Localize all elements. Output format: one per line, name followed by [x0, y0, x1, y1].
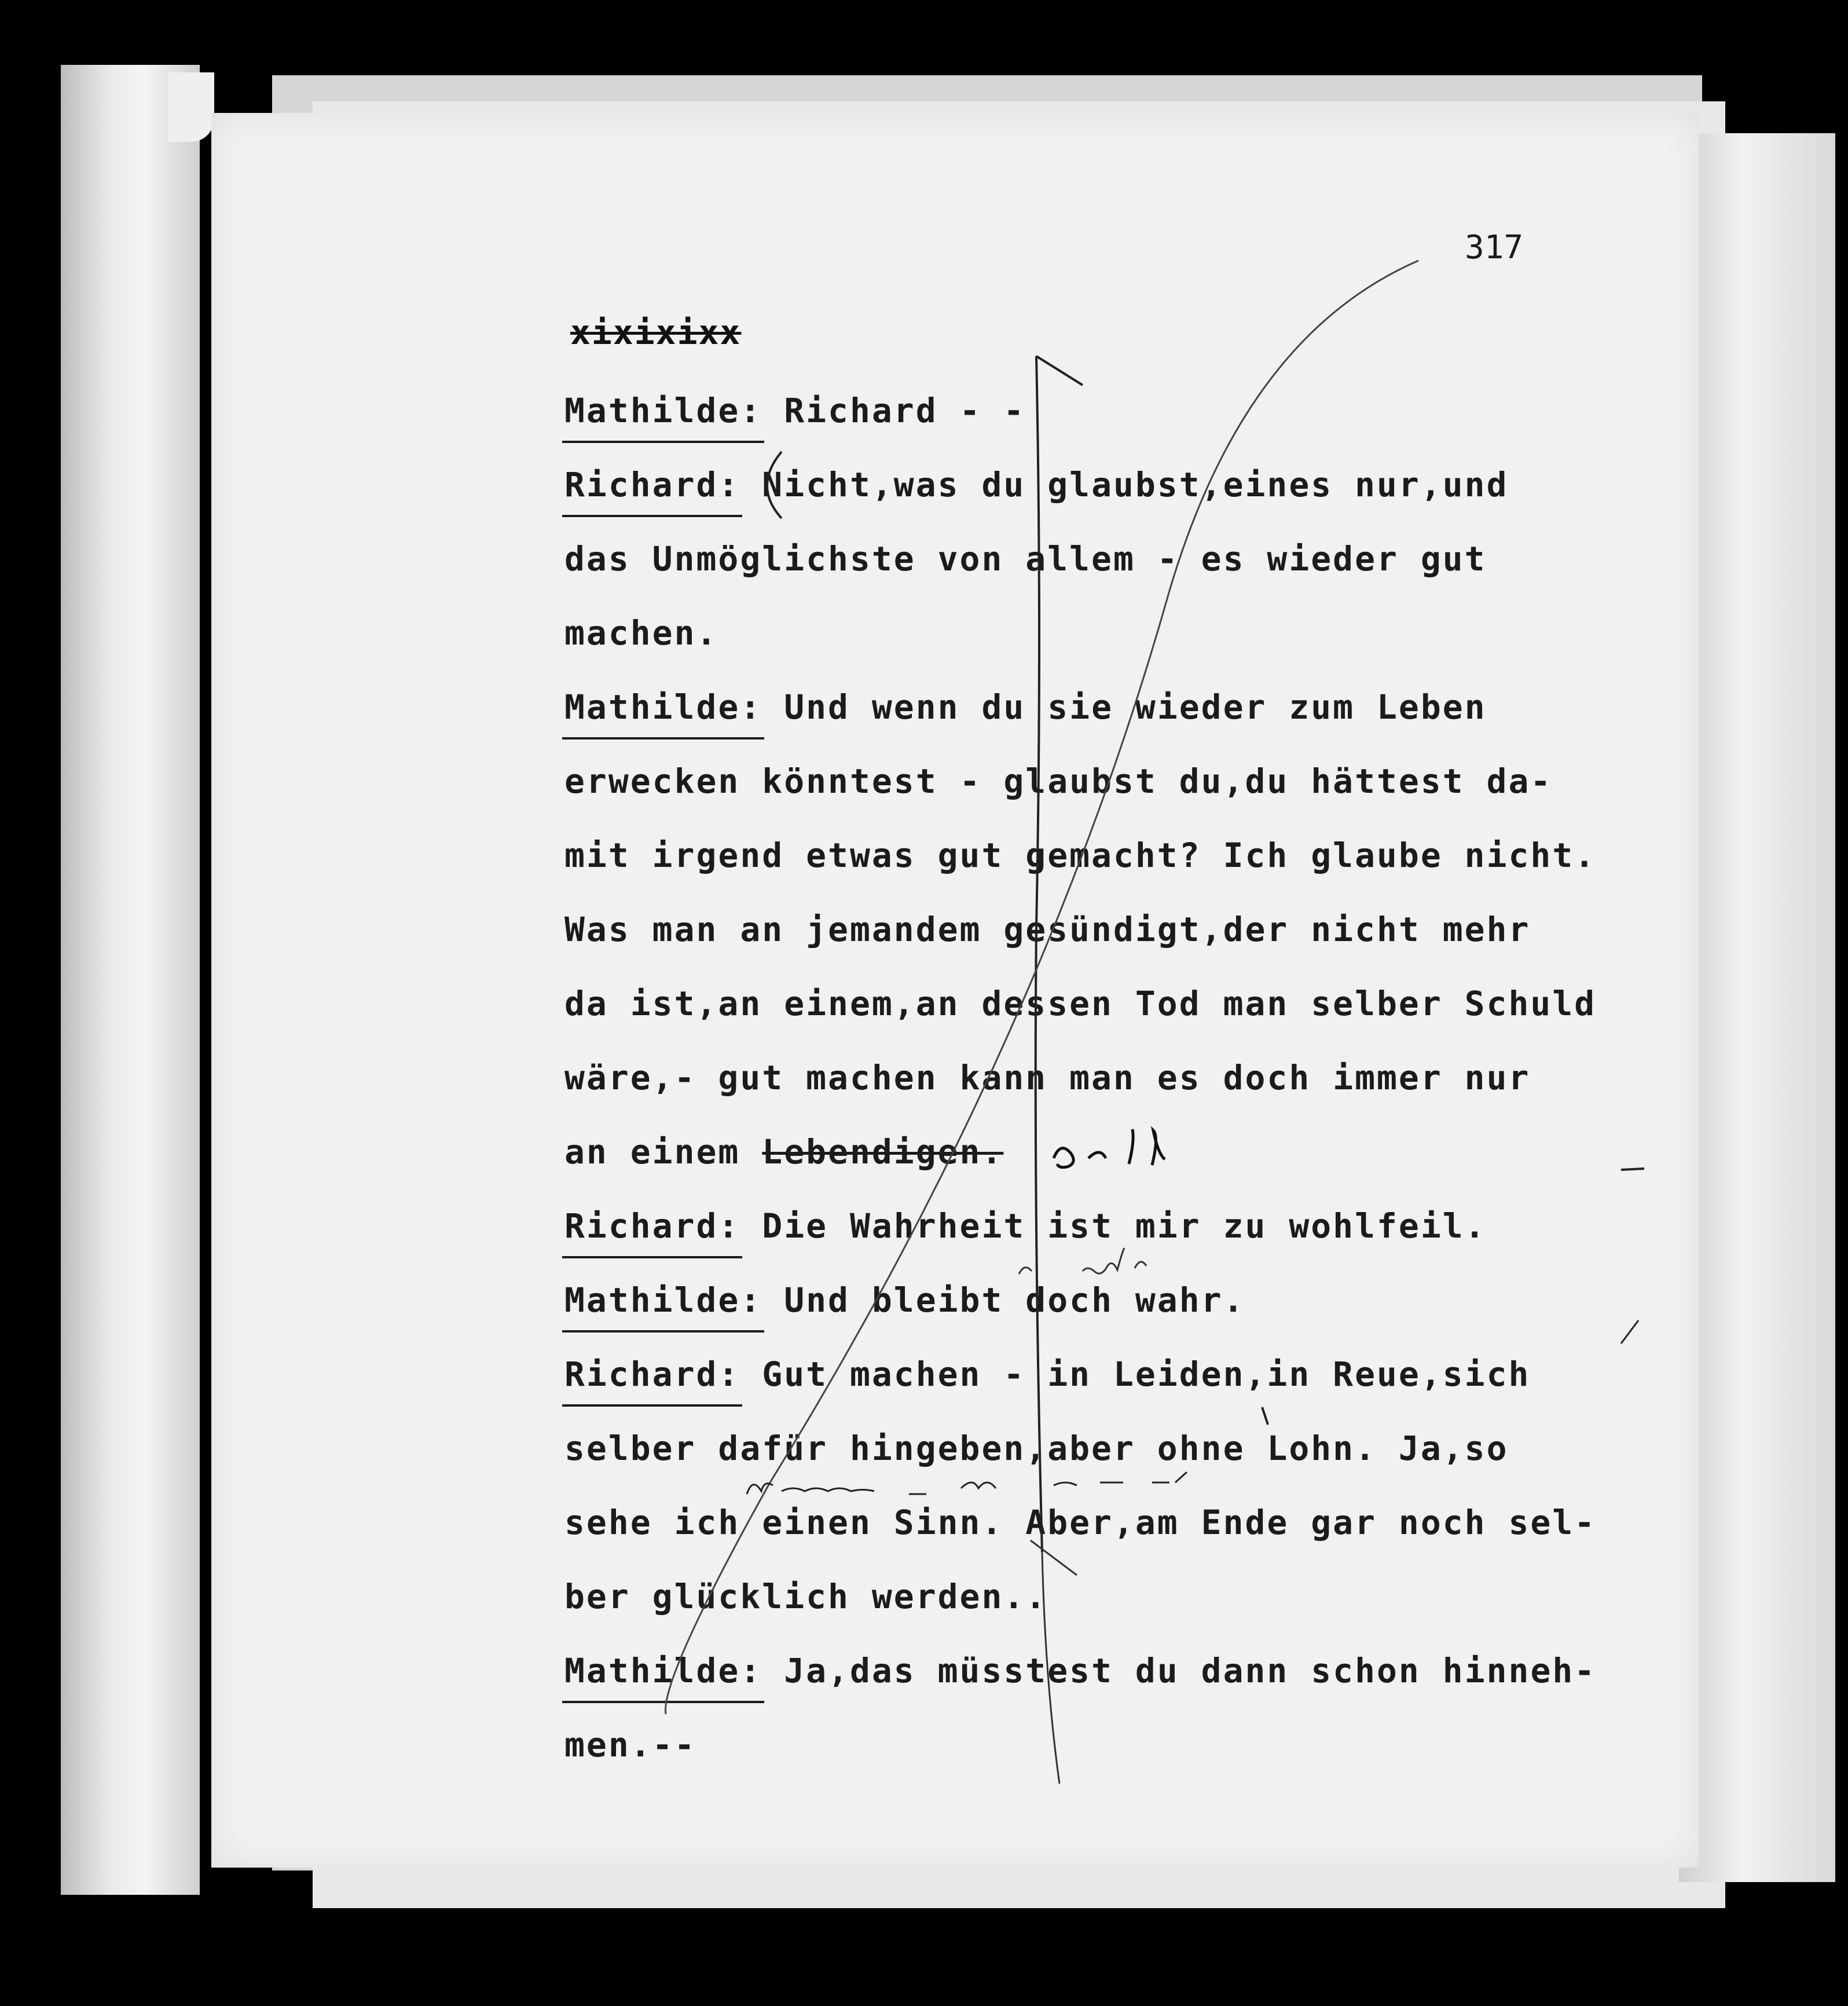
- line-text: mit irgend etwas gut gemacht? Ich glaube nicht.: [564, 836, 1597, 875]
- binder-spine: [61, 65, 200, 1895]
- speaker-label: Richard:: [564, 465, 740, 504]
- text-line: [564, 1651, 1597, 1690]
- text-line: [564, 687, 1487, 727]
- line-text: machen.: [564, 613, 718, 653]
- text-line: [564, 1280, 1245, 1320]
- text-line: [564, 1206, 1487, 1246]
- text-line: [564, 1132, 1004, 1172]
- line-text: Nicht,was du glaubst,eines nur,und: [740, 465, 1509, 504]
- line-text: das Unmöglichste von allem - es wieder gut: [564, 539, 1487, 579]
- speaker-label: Mathilde:: [564, 391, 762, 430]
- line-text: Richard - -: [762, 391, 1026, 430]
- line-text: Und bleibt doch wahr.: [762, 1280, 1245, 1320]
- struck-heading: xixixixx: [570, 313, 742, 352]
- line-text: selber dafür hingeben,aber ohne Lohn. Ja,so: [564, 1429, 1509, 1468]
- speaker-label: Mathilde:: [564, 687, 762, 727]
- line-text: an einem: [564, 1132, 762, 1172]
- line-text: ber glücklich werden..: [564, 1577, 1048, 1616]
- text-line: [564, 836, 1597, 875]
- speaker-label: Richard:: [564, 1206, 740, 1246]
- line-text: erwecken könntest - glaubst du,du hättest da-: [564, 762, 1553, 801]
- text-line: [564, 984, 1597, 1023]
- line-text: Gut machen - in Leiden,in Reue,sich: [740, 1355, 1531, 1394]
- line-text: Und wenn du sie wieder zum Leben: [762, 687, 1487, 727]
- speaker-label: Mathilde:: [564, 1280, 762, 1320]
- text-line: [564, 539, 1487, 579]
- text-line: [564, 1058, 1531, 1097]
- page-number: 317: [1465, 229, 1524, 266]
- line-text: wäre,- gut machen kann man es doch immer nur: [564, 1058, 1531, 1097]
- line-text: Was man an jemandem gesündigt,der nicht mehr: [564, 910, 1531, 949]
- line-text: sehe ich einen Sinn. Aber,am Ende gar noch sel-: [564, 1503, 1597, 1542]
- text-line: [564, 465, 1509, 504]
- speaker-label: Mathilde:: [564, 1651, 762, 1690]
- line-text: da ist,an einem,an dessen Tod man selber Schuld: [564, 984, 1597, 1023]
- line-text: Die Wahrheit ist mir zu wohlfeil.: [740, 1206, 1487, 1246]
- text-line: [564, 1577, 1048, 1616]
- stacked-sheet-edge: [1679, 133, 1835, 1882]
- text-line: [564, 1355, 1531, 1394]
- text-line: [564, 1725, 696, 1765]
- struck-word: Lebendigen.: [762, 1132, 1004, 1172]
- text-line: [564, 613, 718, 653]
- text-line: [564, 1503, 1597, 1542]
- line-text: men.--: [564, 1725, 696, 1765]
- text-line: [564, 1429, 1509, 1468]
- text-line: [564, 762, 1553, 801]
- line-text: Ja,das müsstest du dann schon hinneh-: [762, 1651, 1597, 1690]
- binder-cap: [168, 72, 214, 142]
- text-line: [564, 910, 1531, 949]
- text-line: [564, 391, 1026, 430]
- speaker-label: Richard:: [564, 1355, 740, 1394]
